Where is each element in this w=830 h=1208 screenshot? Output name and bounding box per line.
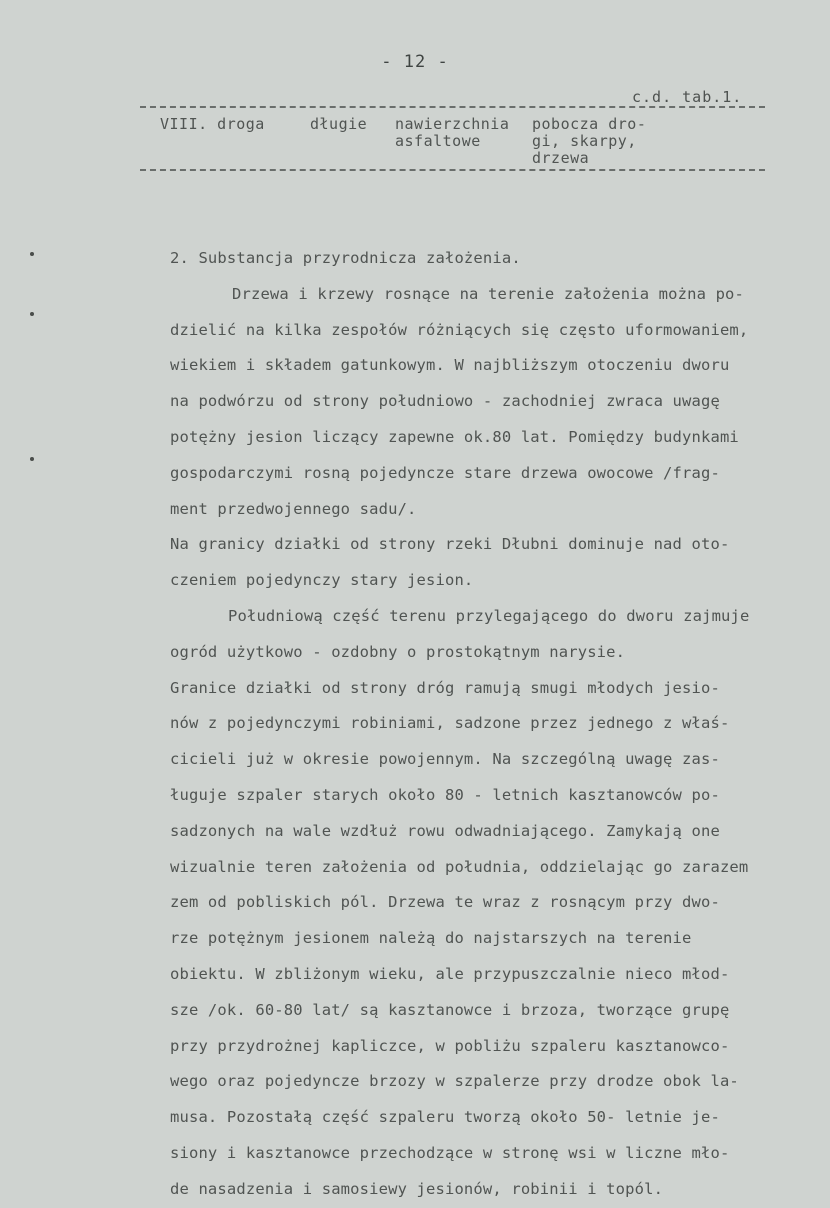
text-line: musa. Pozostałą część szpaleru tworzą około 50- letnie je-	[170, 1108, 720, 1127]
text-line: przy przydrożnej kapliczce, w pobliżu szpaleru kasztanowco-	[170, 1036, 730, 1055]
section-body	[170, 241, 795, 1208]
text-line: rze potężnym jesionem należą do najstarszych na terenie	[170, 929, 692, 948]
table-continuation-note: c.d. tab.1.	[632, 88, 743, 106]
margin-punch-mark	[30, 457, 34, 461]
text-line: ment przedwojennego sadu/.	[170, 499, 417, 518]
section-heading: 2. Substancja przyrodnicza założenia.	[170, 249, 521, 267]
text-line: sze /ok. 60-80 lat/ są kasztanowce i brzoza, tworzące grupę	[170, 1000, 730, 1019]
margin-punch-mark	[30, 252, 34, 256]
text-line: obiektu. W zbliżonym wieku, ale przypuszczalnie nieco młod-	[170, 964, 730, 983]
text-line: potężny jesion liczący zapewne ok.80 lat. Pomiędzy budynkami	[170, 427, 739, 446]
cell-number-name: VIII. droga	[160, 115, 265, 133]
text-line: ługuje szpaler starych około 80 - letnich kasztanowców po-	[170, 785, 720, 804]
text-line: siony i kasztanowce przechodzące w stronę wsi w liczne mło-	[170, 1143, 730, 1162]
page-number: - 12 -	[381, 52, 449, 72]
table-top-rule	[140, 106, 765, 108]
text-line: zem od pobliskich pól. Drzewa te wraz z rosnącym przy dwo-	[170, 893, 720, 912]
margin-punch-mark	[30, 312, 34, 316]
text-line: sadzonych na wale wzdłuż rowu odwadniającego. Zamykają one	[170, 821, 720, 840]
text-line: wizualnie teren założenia od południa, oddzielając go zarazem	[170, 857, 749, 876]
cell-type: długie	[310, 115, 368, 133]
text-line: ogród użytkowo - ozdobny o prostokątnym narysie.	[170, 642, 626, 661]
text-line: wiekiem i składem gatunkowym. W najbliższym otoczeniu dworu	[170, 356, 730, 375]
text-line: na podwórzu od strony południowo - zachodniej zwraca uwagę	[170, 392, 720, 411]
text-line: Na granicy działki od strony rzeki Dłubni dominuje nad oto-	[170, 535, 730, 554]
text-line: Południową część terenu przylegającego do dworu zajmuje	[228, 606, 750, 625]
cell-margins: pobocza dro- gi, skarpy, drzewa	[532, 115, 647, 167]
text-line: czeniem pojedynczy stary jesion.	[170, 571, 474, 590]
text-line: Drzewa i krzewy rosnące na terenie założenia można po-	[232, 284, 745, 303]
text-line: wego oraz pojedyncze brzozy w szpalerze przy drodze obok la-	[170, 1072, 739, 1091]
text-line: nów z pojedynczymi robiniami, sadzone przez jednego z właś-	[170, 714, 730, 733]
cell-surface: nawierzchnia asfaltowe	[395, 115, 510, 150]
text-line: cicieli już w okresie powojennym. Na szczególną uwagę zas-	[170, 750, 720, 769]
text-line: gospodarczymi rosną pojedyncze stare drzewa owocowe /frag-	[170, 463, 720, 482]
table-bottom-rule	[140, 169, 765, 171]
text-line: de nasadzenia i samosiewy jesionów, robinii i topól.	[170, 1179, 664, 1198]
text-line: Granice działki od strony dróg ramują smugi młodych jesio-	[170, 678, 720, 697]
text-line: dzielić na kilka zespołów różniących się często uformowaniem,	[170, 320, 749, 339]
